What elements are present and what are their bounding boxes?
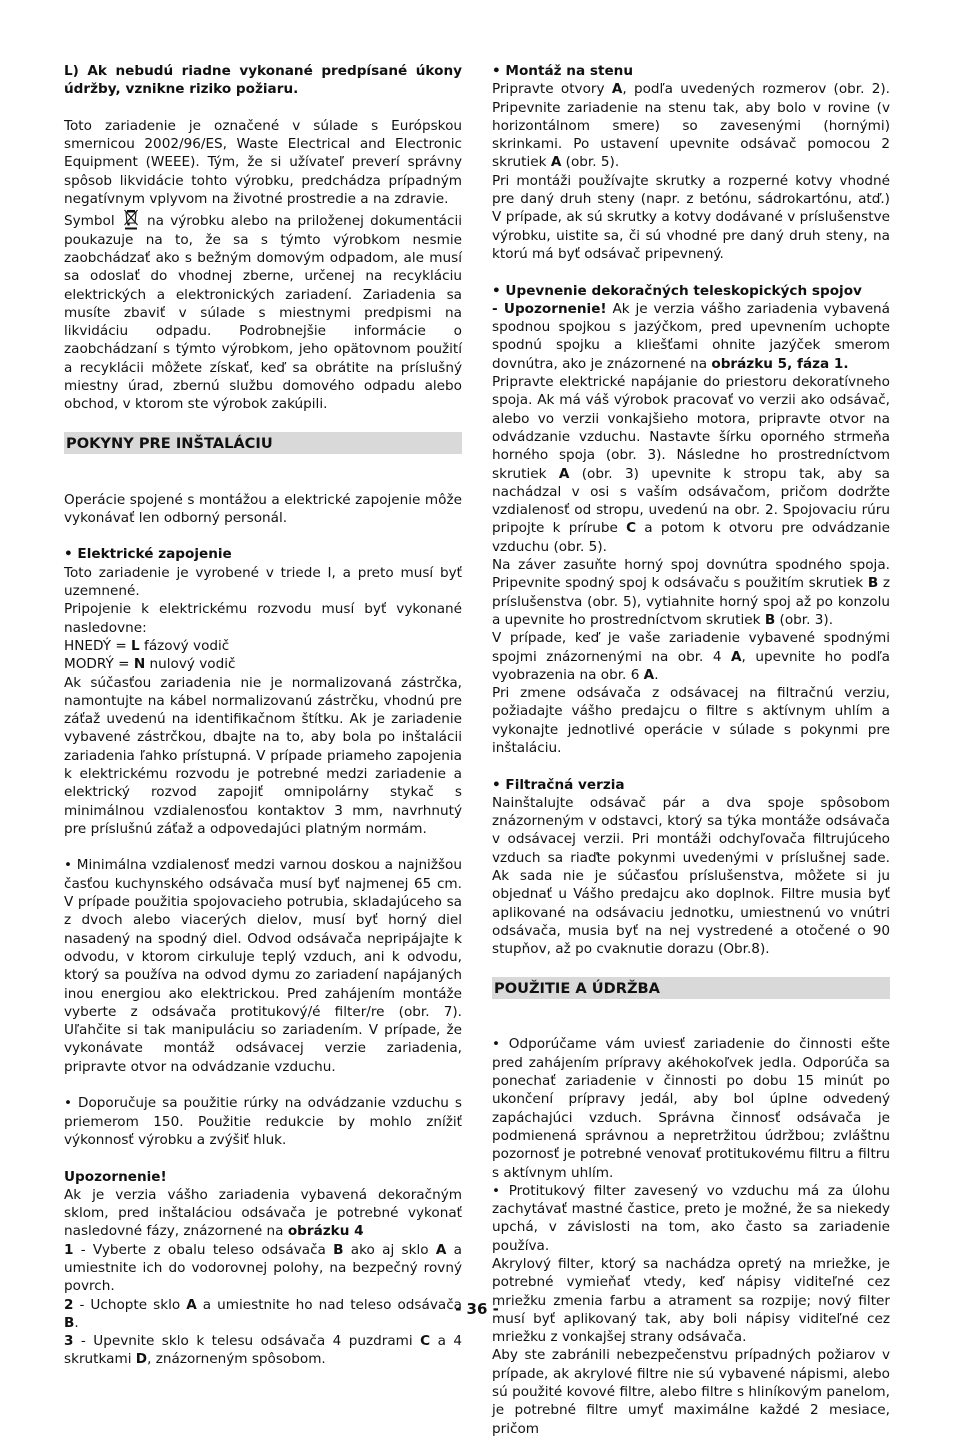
use-paragraph-3: Akrylový filter, ktorý sa nachádza opretý na mriežke, je potrebné vymieňať vtedy, keď nápisy viditeľné cez mriežku zmenia farbu a atrament sa rozpije; nový filter musí byť aplikovaný tak, aby boli nápisy viditeľné cez mriežku z vonkajšej strany odsávača. <box>492 1256 890 1346</box>
step-ref: D <box>135 1351 148 1368</box>
step-ref: A <box>435 1241 447 1258</box>
telescopic-paragraph-3 <box>492 556 890 629</box>
weee-text: na výrobku alebo na priloženej dokumentácii poukazuje na to, že sa s týmto výrobkom nesmie zaobchádzať ako s bežným domovým odpadom, ale musí sa odoslať do vhodnej zberne, určenej na recykláciu elektrických a elektronických zariadení. Zariadenia sa musíte zbaviť v súlade s miestnymi predpismi na likvidáciu odpadu. Podrobnejšie informácie o zaobchádzaní s týmto výrobkom, jeho opätovnom použití a recyklácii môžete získať, keď sa obrátite na príslušný miestny úrad, zbernú službu domového odpadu alebo obchod, v ktorom ste výrobok zakúpili. <box>64 213 462 413</box>
telescopic-paragraph-5: Pri zmene odsávača z odsávacej na filtračnú verziu, požiadajte vášho predajcu o filtre s aktívnym uhlím a vykonajte jednotlivé operácie v súlade s pokynmi pre inštaláciu. <box>492 685 890 756</box>
right-column <box>492 62 890 1438</box>
wall-text: Pripravte otvory <box>492 81 612 98</box>
telescopic-warning-label: - Upozornenie! <box>492 300 607 317</box>
warning-text: Ak je verzia vášho zariadenia vybavená dekoračným sklom, pred inštaláciou odsávača je potrebné vykonať nasledovné fázy, znázornené na <box>64 1186 462 1240</box>
warning-heading: Upozornenie! <box>64 1168 167 1185</box>
tele-text: z príslušenstva (obr. 5), vytiahnite horný spoj až po konzolu a upevnite ho prostredníctvom skrutiek <box>492 575 890 628</box>
telescopic-warning <box>492 300 890 373</box>
page-number: - 36 - <box>455 1300 499 1318</box>
tele-text: (obr. 3). <box>775 611 834 628</box>
step-ref: B <box>333 1241 344 1258</box>
tele-ref: A <box>643 666 655 683</box>
step-text: , znázorneným spôsobom. <box>147 1351 326 1368</box>
crossed-out-wheelie-bin-icon <box>123 208 139 230</box>
tele-text: . <box>654 666 659 683</box>
brown-label: HNEDÝ = <box>64 637 132 654</box>
weee-symbol-paragraph <box>64 208 462 413</box>
tele-text: V prípade, keď je vaše zariadenie vybavené spodnými spojmi znázornenými na obr. 4 <box>492 630 890 665</box>
step-text: a umiestnite ho nad teleso odsávača <box>196 1296 463 1313</box>
wall-mount-heading: • Montáž na stenu <box>492 63 634 79</box>
telescopic-figure-ref: obrázku 5, fáza 1. <box>711 355 849 372</box>
step-text: a 4 skrutkami <box>64 1333 462 1368</box>
wall-ref: A <box>611 81 623 98</box>
step-text: ako aj sklo <box>343 1241 436 1258</box>
wall-mount-paragraph-2: Pri montáži používajte skrutky a rozperné kotvy vhodné pre daný druh steny (napr. z betónu, sádrokartónu, atď.) V prípade, ak sú skrutky a kotvy dodávané v príslušenstve výrobku, uistite sa, či sú vhodné pre daný druh steny, na ktorú má byť odsávač pripevnený. <box>492 172 890 262</box>
filter-version-paragraph: Nainštalujte odsávač pár a dva spoje spôsobom znázorneným v odstavci, ktorý sa týka montáže odsávača v odsávacej verzii. Pri montáži odchyľovača filtrujúceho vzduch sa riaďte pokynmi uvedenými v príslušnej sade. Ak sada nie je súčasťou príslušenstva, môžete si ju objednať u Vášho predajcu ako doplnok. Filtre musia byť aplikované na odsávaciu jednotku, umiestnenú vo vnútri odsávača, musia byť na nej vystredené a otočené o 90 stupňov, až po cvaknutie dorazu (Obr.8). <box>492 794 890 958</box>
electric-paragraph-3: Ak súčasťou zariadenia nie je normalizovaná zástrčka, namontujte na kábel normalizovanú zástrčku, vhodnú pre záťaž uvedenú na identifikačnom štítku. Ak je zariadenie vybavené zástrčkou, dbajte na to, aby bola po inštalácii zariadenia ľahko prístupná. V prípade priameho zapojenia k elektrickému rozvodu je potrebné medzi zariadenie a elektrický rozvod zapojiť omnipolárny stykač s minimálnou vzdialenosťou kontaktov 3 mm, navrhnutý pre príslušnú záťaž a odpovedajúci platným normám. <box>64 674 462 837</box>
weee-paragraph: Toto zariadenie je označené v súlade s Európskou smernicou 2002/96/ES, Waste Electrical and Electronic Equipment (WEEE). Tým, že si užívateľ preverí správny spôsob likvidácie tohto výrobku, predchádza prípadným negatívnym vplyvom na životné prostredie a na zdravie. <box>64 117 462 208</box>
telescopic-warning-text: Ak je verzia vášho zariadenia vybavená spodnou spojkou s jazýčkom, pred upevnením uchopte spodnú spojku a kliešťami ohnite jazýček smerom dovnútra, ako je znázornené na <box>492 300 890 372</box>
tele-ref: C <box>626 520 637 537</box>
blue-label: MODRÝ = <box>64 656 134 673</box>
tele-text: Na záver zasuňte horný spoj dovnútra spodného spoja. Pripevnite spodný spoj k odsávaču s použitím skrutiek <box>492 557 890 592</box>
tele-ref: B <box>764 611 776 628</box>
step-text: - Uchopte sklo <box>73 1296 187 1313</box>
blue-letter: N <box>133 656 146 673</box>
tele-text: a potom k otvoru pre odvádzanie vzduchu (obr. 5). <box>492 520 890 555</box>
min-distance-paragraph: • Minimálna vzdialenosť medzi varnou doskou a najnižšou časťou kuchynského odsávača musí byť najmenej 65 cm. V prípade použitia spojovacieho potrubia, skladajúceho sa z dvoch alebo viacerých dielov, musí byť horný diel nasadený na spodný diel. Odvod odsávača nepripájajte k odvodu, v ktorom cirkuluje teplý vzduch, ani k odvodu, ktorý sa používa na odvod dymu zo zariadení napájaných inou energiou ako elektrickou. Pred zahájením montáže vyberte z odsávača protitukový/é filter/re (obr. 7). Uľahčite si tak manipuláciu so zariadením. V prípade, že vykonávate montáž odsávacej verzie zariadenia, pripravte otvor na odvádzanie vzduchu. <box>64 857 462 1075</box>
step-3 <box>64 1332 462 1369</box>
step-text: a umiestnite ich do vodorovnej polohy, na bezpečný rovný povrch. <box>64 1241 462 1295</box>
use-paragraph-2: • Protitukový filter zavesený vo vzduchu má za úlohu zachytávať mastné častice, preto je možné, že sa niekedy upchá, v závislosti na tom, ako často sa zariadenie používa. <box>492 1182 890 1254</box>
electric-paragraph-2: Pripojenie k elektrickému rozvodu musí byť vykonané nasledovne: <box>64 601 462 636</box>
use-paragraph-4: Aby ste zabránili nebezpečenstvu prípadných požiarov v prípade, ak akrylové filtre nie sú vybavené nápismi, alebo sú použité kovové filtre, alebo filtre s hliníkovým panelom, je potrebné filtre umyť maximálne každé 2 mesiace, pričom <box>492 1347 890 1437</box>
telescopic-heading: • Upevnenie dekoračných teleskopických spojov <box>492 282 862 299</box>
brown-letter: L <box>131 637 140 654</box>
telescopic-paragraph-4 <box>492 629 890 684</box>
tele-ref: A <box>731 648 742 665</box>
use-paragraph-1: • Odporúčame vám uviesť zariadenie do činnosti ešte pred zahájením prípravy akéhokoľvek jedla. Odporúča sa ponechať zariadenie v činnosti po dobu 15 minút po ukončení prípravy jedál, aby bol úplne odvedený zapáchajúci vzduch. Správna činnosť odsávača je podmienená správnou a nepretržitou údržbou; zvláštnu pozornosť je potrebné venovať protitukovému filtru a filtru s aktívnym uhlím. <box>492 1036 890 1181</box>
install-intro: Operácie spojené s montážou a elektrické zapojenie môže vykonávať len odborný personál. <box>64 491 462 526</box>
electric-paragraph-1: Toto zariadenie je vyrobené v triede I, a preto musí byť uzemnené. <box>64 564 462 600</box>
step-ref: C <box>420 1333 431 1350</box>
pipe-paragraph: • Doporučuje sa použitie rúrky na odvádzanie vzduchu s priemerom 150. Použitie redukcie by mohlo znížiť výkonnosť výrobku a zvýšiť hluk. <box>64 1095 462 1148</box>
tele-ref: A <box>558 465 570 482</box>
section-heading-use: POUŽITIE A ÚDRŽBA <box>492 977 890 999</box>
step-number: 1 <box>64 1241 74 1258</box>
step-1 <box>64 1241 462 1296</box>
tele-text: (obr. 3) upevnite k stropu tak, aby sa nachádzal v osi s vaším odsávačom, pričom dodržte vzdialenosť od stropu, uvedenú na obr. 2. Spojovaciu rúru pripojte k prírube <box>492 465 891 537</box>
section-heading-install: POKYNY PRE INŠTALÁCIU <box>64 432 462 454</box>
fire-warning: L) Ak nebudú riadne vykonané predpísané úkony údržby, vznikne riziko požiaru. <box>64 63 462 98</box>
telescopic-paragraph-2 <box>492 373 890 556</box>
filter-version-heading: • Filtračná verzia <box>492 776 625 793</box>
tele-text: , upevnite ho podľa vyobrazenia na obr. 6 <box>492 648 891 683</box>
symbol-word: Symbol <box>64 213 115 230</box>
left-column <box>64 62 462 1369</box>
brown-wire-line <box>64 637 462 655</box>
step-ref: B <box>64 1314 75 1331</box>
electric-heading: • Elektrické zapojenie <box>64 546 232 563</box>
brown-desc: fázový vodič <box>139 637 230 654</box>
step-ref: A <box>186 1296 197 1313</box>
wall-mount-paragraph-1 <box>492 80 890 171</box>
step-number: 3 <box>64 1333 74 1350</box>
wall-text: (obr. 5). <box>561 154 620 171</box>
warning-figure-ref: obrázku 4 <box>287 1223 364 1240</box>
wall-text: , podľa uvedených rozmerov (obr. 2). Pripevnite zariadenie na stenu tak, aby bolo v rovine (v horizontálnom smere) so zavesenými (hornými) skrinkami. Po ustavení upevnite odsávač pomocou 2 skrutiek <box>492 81 890 171</box>
step-text: - Upevnite sklo k telesu odsávača 4 puzdrami <box>73 1333 421 1350</box>
step-number: 2 <box>64 1296 74 1313</box>
step-text: - Vyberte z obalu teleso odsávača <box>73 1241 334 1258</box>
warning-paragraph <box>64 1186 462 1241</box>
blue-desc: nulový vodič <box>145 656 236 673</box>
tele-text: Pripravte elektrické napájanie do priestoru dekoratívneho spoja. Ak má váš výrobok pracovať vo verzii ako odsávač, alebo vo verzii vonkajšieho motora, pripravte otvor na odvádzanie vzduchu. Nastavte šírku oporného strmeňa horného spoja (obr. 3). Následne ho prostredníctvom skrutiek <box>492 374 890 482</box>
step-text: . <box>74 1314 79 1331</box>
wall-ref: A <box>550 154 562 171</box>
blue-wire-line <box>64 655 462 673</box>
tele-ref: B <box>867 575 879 592</box>
